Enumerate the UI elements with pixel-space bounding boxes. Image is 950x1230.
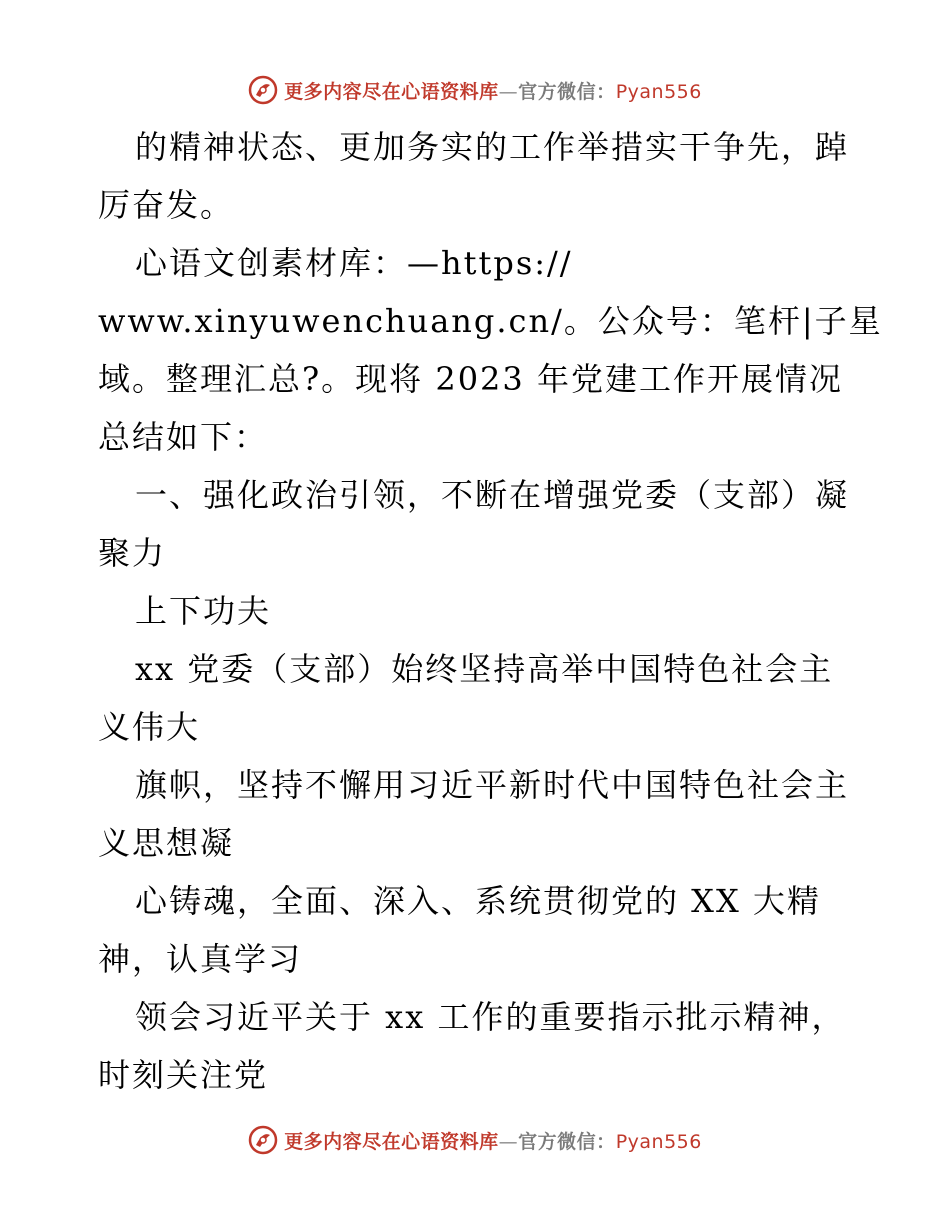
text-line: 义伟大 xyxy=(98,708,201,746)
banner-text xyxy=(284,77,702,104)
footer-banner xyxy=(0,1120,950,1160)
banner-text xyxy=(284,1127,702,1154)
text-line: 上下功夫 xyxy=(135,592,272,630)
text-line: 厉奋发。 xyxy=(98,186,235,224)
banner-wechat-label: 官方微信： xyxy=(518,80,616,103)
text-line: 域。整理汇总?。现将 2023 年党建工作开展情况 xyxy=(98,360,843,398)
text-line: www.xinyuwenchuang.cn/。公众号：笔杆|子星 xyxy=(98,302,883,340)
text-line: 领会习近平关于 xx 工作的重要指示批示精神， xyxy=(135,998,846,1036)
text-line: 旗帜，坚持不懈用习近平新时代中国特色社会主 xyxy=(135,766,850,804)
text-line: 心铸魂，全面、深入、系统贯彻党的 XX 大精 xyxy=(135,882,821,920)
banner-site-name: 更多内容尽在心语资料库 xyxy=(284,1130,499,1153)
text-line: xx 党委（支部）始终坚持高举中国特色社会主 xyxy=(135,650,834,688)
text-line: 时刻关注党 xyxy=(98,1056,269,1094)
document-body xyxy=(98,118,883,1104)
text-line: 义思想凝 xyxy=(98,824,235,862)
banner-dash: — xyxy=(498,80,519,103)
header-banner xyxy=(0,70,950,110)
section-heading-line: 聚力 xyxy=(98,534,167,572)
banner-wechat-label: 官方微信： xyxy=(518,1130,616,1153)
banner-account: Pyan556 xyxy=(615,80,702,103)
banner-site-name: 更多内容尽在心语资料库 xyxy=(284,80,499,103)
banner-account: Pyan556 xyxy=(615,1130,702,1153)
text-line: 总结如下： xyxy=(98,418,269,456)
section-heading-line: 一、强化政治引领，不断在增强党委（支部）凝 xyxy=(135,476,850,514)
text-line: 的精神状态、更加务实的工作举措实干争先，踔 xyxy=(135,128,850,166)
logo-icon xyxy=(248,1125,278,1155)
text-line: 心语文创素材库：—https:// xyxy=(135,244,573,282)
logo-icon xyxy=(248,75,278,105)
text-line: 神，认真学习 xyxy=(98,940,303,978)
banner-dash: — xyxy=(498,1130,519,1153)
